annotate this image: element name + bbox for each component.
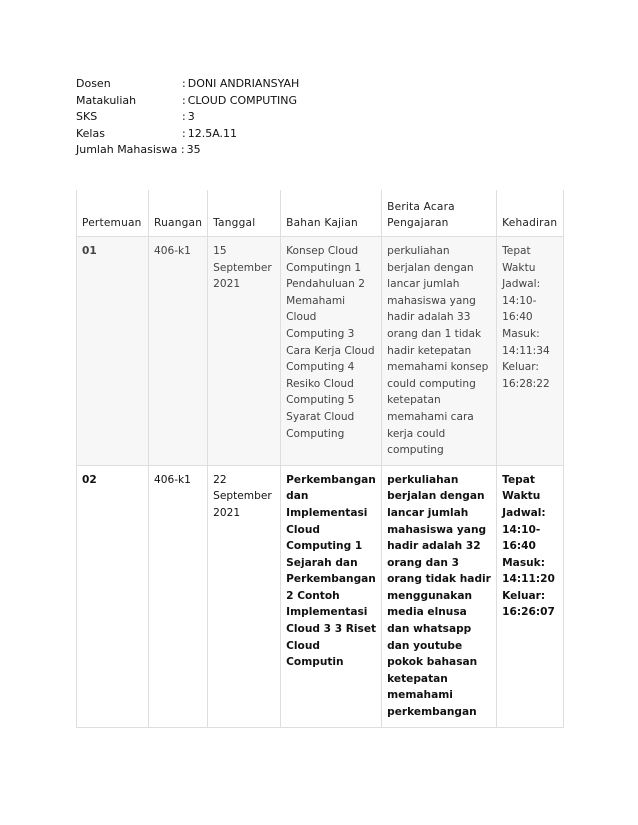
cell-tanggal: 15 September 2021	[208, 237, 281, 466]
info-label: Matakuliah	[76, 93, 137, 107]
header-kehadiran: Kehadiran	[497, 190, 564, 237]
header-bahan-kajian: Bahan Kajian	[281, 190, 382, 237]
table-row	[77, 237, 564, 466]
cell-kehadiran: Tepat Waktu Jadwal: 14:10-16:40 Masuk: 14:11:20 Keluar: 16:26:07	[497, 465, 564, 727]
cell-pertemuan: 01	[77, 237, 149, 466]
attendance-table	[76, 190, 564, 728]
table-row	[77, 465, 564, 727]
cell-berita-acara: perkuliahan berjalan dengan lancar jumlah mahasiswa yang hadir adalah 33 orang dan 1 tidak hadir ketepatan memahami konsep could computing ketepatan memahami cara kerja could computing	[382, 237, 497, 466]
info-row-sks: SKS : 3	[76, 109, 299, 126]
cell-tanggal: 22 September 2021	[208, 465, 281, 727]
info-value: 12.5A.11	[187, 126, 238, 140]
info-label: SKS	[76, 110, 98, 124]
info-value: 3	[187, 110, 195, 124]
cell-bahan-kajian: Konsep Cloud Computingn 1 Pendahuluan 2 Memahami Cloud Computing 3 Cara Kerja Cloud Computing 4 Resiko Cloud Computing 5 Syarat Cloud Computing	[281, 237, 382, 466]
cell-pertemuan: 02	[77, 465, 149, 727]
info-value: DONI ANDRIANSYAH	[187, 77, 300, 90]
info-label: Dosen	[76, 77, 111, 90]
info-label: Kelas	[76, 126, 105, 140]
cell-ruangan: 406-k1	[149, 237, 208, 466]
info-label: Jumlah Mahasiswa	[76, 143, 178, 157]
cell-bahan-kajian: Perkembangan dan Implementasi Cloud Computing 1 Sejarah dan Perkembangan 2 Contoh Implementasi Cloud 3 3 Riset Cloud Computin	[281, 465, 382, 727]
header-ruangan: Ruangan	[149, 190, 208, 237]
info-row-matakuliah: Matakuliah : CLOUD COMPUTING	[76, 93, 299, 110]
header-tanggal: Tanggal	[208, 190, 281, 237]
cell-berita-acara: perkuliahan berjalan dengan lancar jumlah mahasiswa yang hadir adalah 32 orang dan 3 orang tidak hadir menggunakan media elnusa dan whatsapp dan youtube pokok bahasan ketepatan memahami perkembangan	[382, 465, 497, 727]
info-value: 35	[186, 143, 201, 157]
cell-ruangan: 406-k1	[149, 465, 208, 727]
info-value: CLOUD COMPUTING	[187, 93, 298, 107]
info-row-kelas: Kelas : 12.5A.11	[76, 126, 299, 143]
info-row-dosen: Dosen : DONI ANDRIANSYAH	[76, 76, 299, 93]
info-row-jumlah-mahasiswa: Jumlah Mahasiswa : 35	[76, 142, 299, 159]
course-info	[76, 76, 299, 159]
header-pertemuan: Pertemuan	[77, 190, 149, 237]
header-berita-acara: Berita Acara Pengajaran	[382, 190, 497, 237]
table-header-row	[77, 190, 564, 237]
cell-kehadiran: Tepat Waktu Jadwal: 14:10-16:40 Masuk: 14:11:34 Keluar: 16:28:22	[497, 237, 564, 466]
